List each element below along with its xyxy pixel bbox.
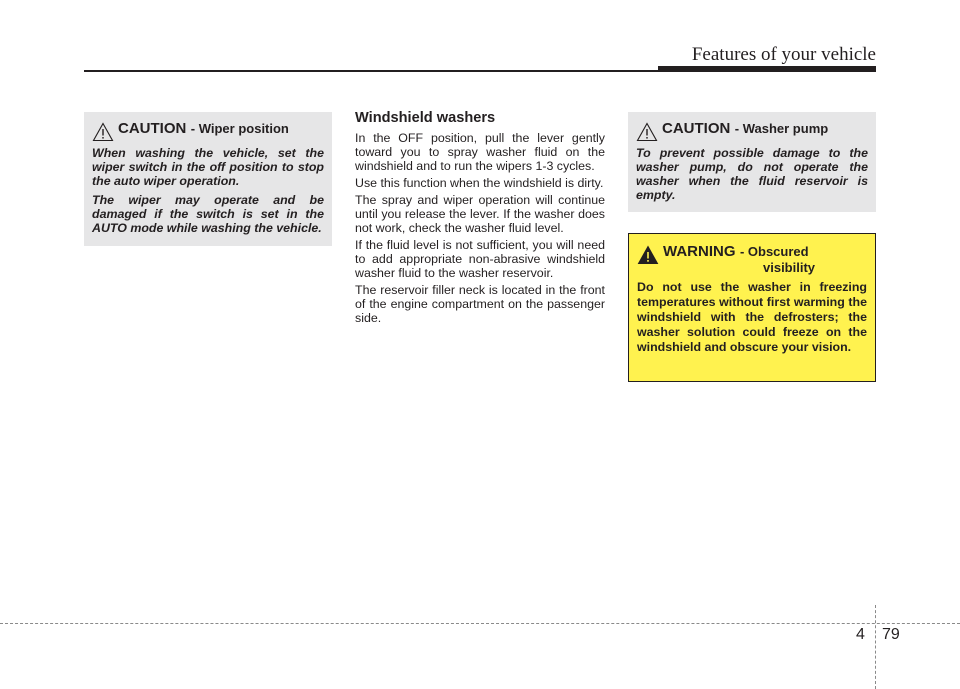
section-title: Windshield washers (355, 110, 496, 126)
caution-heading (636, 121, 868, 142)
windshield-washers-section (355, 110, 605, 328)
header-rule-accent (658, 66, 876, 72)
caution-label: CAUTION (118, 120, 187, 137)
warning-label: WARNING (663, 243, 736, 260)
footer-rule (0, 623, 960, 624)
caution-triangle-icon (92, 122, 114, 142)
warning-subtitle: - Obscured (739, 244, 809, 259)
warning-box-obscured-visibility (628, 233, 876, 382)
caution-subtitle: - Wiper position (190, 121, 289, 136)
chapter-number: 4 (856, 626, 865, 643)
header-title: Features of your vehicle (691, 44, 876, 65)
caution-heading (92, 121, 324, 142)
caution-paragraph: When washing the vehicle, set the wiper switch in the off position to stop the auto wiper operation. (92, 146, 324, 188)
caution-subtitle: - Washer pump (734, 121, 829, 136)
warning-heading (637, 244, 867, 276)
caution-triangle-icon (636, 122, 658, 142)
section-paragraph: Use this function when the windshield is dirty. (355, 176, 604, 190)
caution-box-washer-pump (628, 112, 876, 212)
header-rule (84, 70, 662, 72)
section-paragraph: The spray and wiper operation will continue until you release the lever. If the washer does not work, check the washer fluid level. (355, 193, 605, 235)
footer-divider (875, 605, 876, 689)
page-number: 79 (882, 626, 900, 643)
caution-box-wiper-position (84, 112, 332, 246)
warning-subtitle-continued: visibility (763, 260, 816, 275)
section-paragraph: In the OFF position, pull the lever gently toward you to spray washer fluid on the windshield and to run the wipers 1-3 cycles. (355, 131, 605, 173)
section-paragraph: If the fluid level is not sufficient, you will need to add appropriate non-abrasive windshield washer fluid to the washer reservoir. (355, 238, 605, 280)
caution-paragraph: To prevent possible damage to the washer pump, do not operate the washer when the fluid reservoir is empty. (636, 146, 868, 202)
warning-triangle-icon (637, 245, 659, 265)
section-paragraph: The reservoir filler neck is located in the front of the engine compartment on the passenger side. (355, 283, 605, 325)
caution-label: CAUTION (662, 120, 731, 137)
caution-paragraph: The wiper may operate and be damaged if the switch is set in the AUTO mode while washing the vehicle. (92, 193, 324, 235)
warning-paragraph: Do not use the washer in freezing temperatures without first warming the windshield with the defrosters; the washer solution could freeze on the windshield and obscure your vision. (637, 280, 867, 354)
